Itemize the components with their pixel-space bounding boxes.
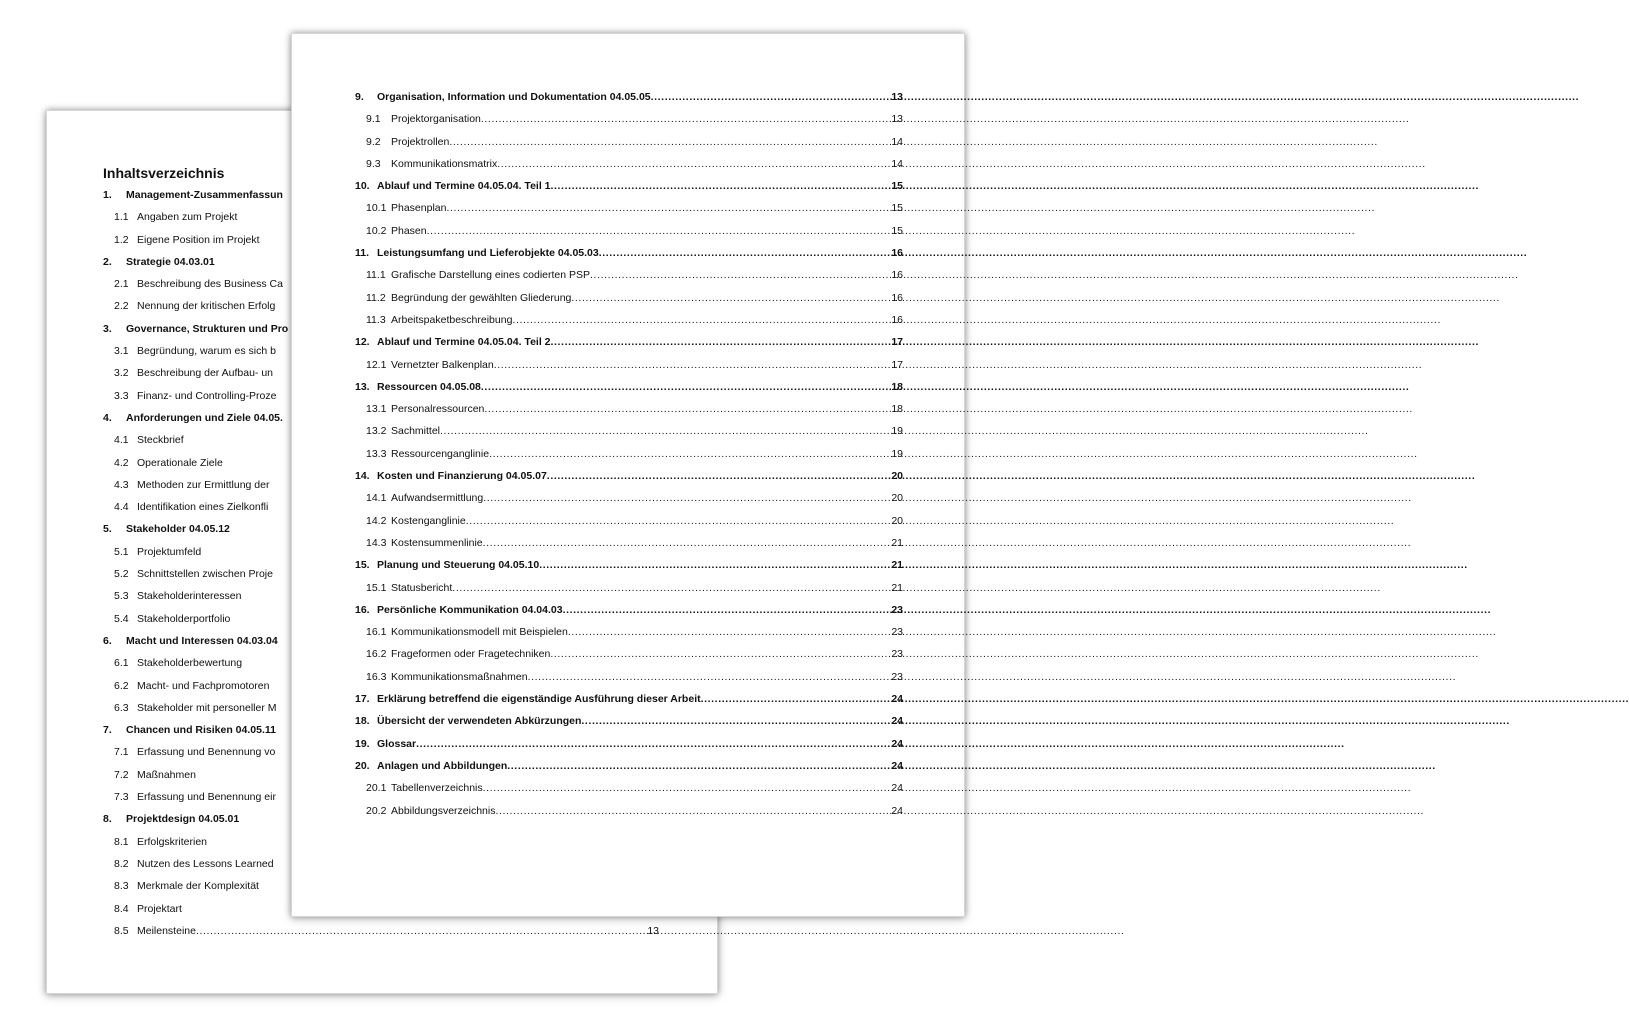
- toc-chapter-entry[interactable]: [355, 688, 903, 710]
- toc-page-number: 14: [891, 135, 903, 148]
- toc-front-entries: [355, 86, 903, 822]
- toc-entry-title: Anlagen und Abbildungen: [377, 759, 508, 772]
- toc-page-number: 15: [891, 224, 903, 237]
- toc-entry-title: Angaben zum Projekt: [137, 211, 238, 224]
- toc-dot-leader: [481, 376, 889, 398]
- toc-entry-title: Aufwandsermittlung: [391, 492, 484, 505]
- toc-entry-title: Macht und Interessen 04.03.04: [126, 634, 278, 647]
- toc-page-number: 16: [891, 291, 903, 304]
- toc-page-number: 16: [891, 269, 903, 282]
- toc-page-number: 16: [891, 247, 903, 260]
- toc-entry-number: 5.1: [114, 545, 129, 558]
- toc-entry-number: 3.2: [114, 367, 129, 380]
- toc-entry-number: 10.1: [366, 202, 387, 215]
- toc-entry-number: 4.3: [114, 478, 129, 491]
- toc-entry-number: 3.1: [114, 345, 129, 358]
- toc-entry-title: Beschreibung der Aufbau- un: [137, 367, 274, 380]
- toc-chapter-entry[interactable]: [355, 733, 903, 755]
- toc-entry-title: Frageformen oder Fragetechniken: [391, 648, 551, 661]
- toc-page-number: 20: [891, 470, 903, 483]
- toc-entry-number: 8.1: [114, 835, 129, 848]
- toc-page-front: [291, 33, 965, 917]
- toc-page-number: 15: [891, 202, 903, 215]
- toc-entry-number: 5.2: [114, 568, 129, 581]
- toc-entry-number: 3.: [103, 322, 112, 335]
- toc-entry-title: Anforderungen und Ziele 04.05.: [126, 411, 283, 424]
- toc-entry-title: Methoden zur Ermittlung der: [137, 478, 270, 491]
- toc-entry-title: Persönliche Kommunikation 04.04.03: [377, 603, 563, 616]
- toc-section-entry[interactable]: [355, 510, 903, 532]
- toc-dot-leader: [481, 108, 889, 130]
- toc-entry-title: Maßnahmen: [137, 768, 196, 781]
- toc-dot-leader: [449, 131, 889, 153]
- toc-section-entry[interactable]: [355, 153, 903, 175]
- toc-section-entry[interactable]: [355, 220, 903, 242]
- toc-entry-title: Erfolgskriterien: [137, 835, 208, 848]
- toc-entry-number: 11.3: [366, 313, 386, 326]
- toc-entry-number: 12.: [355, 336, 370, 349]
- toc-entry-number: 14.1: [366, 492, 387, 505]
- toc-entry-title: Operationale Ziele: [137, 456, 223, 469]
- toc-page-number: 13: [891, 113, 903, 126]
- toc-entry-title: Steckbrief: [137, 434, 184, 447]
- toc-entry-title: Sachmittel: [391, 425, 441, 438]
- toc-entry-number: 1.1: [114, 211, 129, 224]
- toc-entry-number: 10.: [355, 180, 370, 193]
- toc-page-number: 24: [891, 759, 903, 772]
- toc-entry-title: Glossar: [377, 737, 417, 750]
- toc-entry-number: 8.5: [114, 924, 129, 937]
- toc-entry-title: Phasen: [391, 224, 427, 237]
- toc-entry-title: Ablauf und Termine 04.05.04. Teil 1: [377, 180, 551, 193]
- toc-page-number: 20: [891, 492, 903, 505]
- toc-page-number: 18: [891, 380, 903, 393]
- toc-section-entry[interactable]: [355, 577, 903, 599]
- toc-entry-number: 6.3: [114, 701, 129, 714]
- toc-entry-number: 4.: [103, 411, 112, 424]
- toc-entry-number: 12.1: [366, 358, 387, 371]
- toc-dot-leader: [427, 220, 890, 242]
- toc-dot-leader: [528, 666, 890, 688]
- toc-entry-title: Kommunikationsmatrix: [391, 157, 498, 170]
- toc-dot-leader: [551, 175, 890, 197]
- toc-entry-number: 7.3: [114, 791, 129, 804]
- toc-page-number: 23: [891, 670, 903, 683]
- toc-entry-number: 13.1: [366, 403, 387, 416]
- toc-entry-number: 14.: [355, 470, 370, 483]
- toc-entry-title: Finanz- und Controlling-Proze: [137, 389, 277, 402]
- toc-entry-title: Kommunikationsmodell mit Beispielen: [391, 626, 568, 639]
- toc-entry-title: Abbildungsverzeichnis: [391, 804, 496, 817]
- toc-entry-number: 7.2: [114, 768, 129, 781]
- toc-dot-leader: [512, 309, 889, 331]
- toc-dot-leader: [507, 755, 889, 777]
- toc-section-entry[interactable]: [355, 264, 903, 286]
- toc-entry-title: Tabellenverzeichnis: [391, 782, 483, 795]
- toc-entry-title: Vernetzter Balkenplan: [391, 358, 494, 371]
- toc-section-entry[interactable]: [355, 131, 903, 153]
- toc-dot-leader: [571, 287, 889, 309]
- toc-entry-title: Chancen und Risiken 04.05.11: [126, 724, 276, 737]
- toc-entry-number: 17.: [355, 693, 370, 706]
- toc-entry-number: 2.2: [114, 300, 129, 313]
- toc-page-number: 13: [891, 91, 903, 103]
- toc-entry-number: 9.: [355, 91, 364, 103]
- toc-entry-title: Arbeitspaketbeschreibung: [391, 313, 513, 326]
- toc-entry-number: 11.1: [366, 269, 386, 282]
- toc-entry-title: Identifikation eines Zielkonfli: [137, 501, 269, 514]
- toc-section-entry[interactable]: [355, 197, 903, 219]
- toc-entry-title: Projektart: [137, 902, 182, 915]
- toc-entry-number: 8.: [103, 813, 112, 826]
- toc-entry-title: Kostenganglinie: [391, 514, 466, 527]
- toc-dot-leader: [497, 153, 889, 175]
- toc-entry-number: 15.1: [366, 581, 387, 594]
- toc-front-content: [355, 86, 903, 822]
- toc-section-entry[interactable]: [355, 777, 903, 799]
- toc-dot-leader: [563, 599, 890, 621]
- toc-section-entry[interactable]: [355, 487, 903, 509]
- toc-dot-leader: [440, 420, 889, 442]
- toc-entry-number: 14.3: [366, 536, 387, 549]
- toc-entry-number: 16.3: [366, 670, 387, 683]
- toc-entry-number: 18.: [355, 715, 370, 728]
- toc-page-number: 18: [891, 403, 903, 416]
- toc-page-number: 14: [891, 157, 903, 170]
- toc-entry-title: Personalressourcen: [391, 403, 485, 416]
- toc-entry-title: Erfassung und Benennung eir: [137, 791, 276, 804]
- toc-section-entry[interactable]: [355, 532, 903, 554]
- toc-entry-number: 8.3: [114, 880, 129, 893]
- toc-entry-title: Begründung der gewählten Gliederung: [391, 291, 572, 304]
- toc-entry-title: Nutzen des Lessons Learned: [137, 857, 274, 870]
- toc-entry-title: Management-Zusammenfassun: [126, 189, 283, 201]
- toc-page-number: 23: [891, 648, 903, 661]
- toc-entry-title: Organisation, Information und Dokumentation 04.05.05: [377, 91, 651, 103]
- toc-chapter-entry[interactable]: [355, 331, 903, 353]
- toc-page-number: 23: [891, 603, 903, 616]
- toc-entry-title: Beschreibung des Business Ca: [137, 278, 283, 291]
- toc-page-number: 24: [891, 804, 903, 817]
- toc-dot-leader: [590, 264, 889, 286]
- toc-entry-title: Eigene Position im Projekt: [137, 233, 260, 246]
- toc-entry-title: Leistungsumfang und Lieferobjekte 04.05.03: [377, 247, 599, 260]
- toc-chapter-entry[interactable]: [355, 599, 903, 621]
- toc-entry-number: 16.1: [366, 626, 387, 639]
- toc-dot-leader: [547, 465, 890, 487]
- toc-dot-leader: [539, 554, 889, 576]
- toc-entry-number: 6.: [103, 634, 112, 647]
- toc-entry-number: 4.4: [114, 501, 129, 514]
- toc-entry-number: 9.3: [366, 157, 381, 170]
- toc-entry-title: Erklärung betreffend die eigenständige Ausführung dieser Arbeit: [377, 693, 701, 706]
- toc-entry-number: 6.1: [114, 657, 129, 670]
- toc-entry-title: Stakeholder mit personeller M: [137, 701, 277, 714]
- toc-dot-leader: [494, 354, 890, 376]
- toc-entry-number: 16.2: [366, 648, 387, 661]
- toc-entry-number: 7.: [103, 724, 112, 737]
- toc-entry-title: Stakeholderportfolio: [137, 612, 231, 625]
- toc-section-entry[interactable]: [355, 666, 903, 688]
- toc-dot-leader: [483, 777, 890, 799]
- toc-entry-number: 4.1: [114, 434, 129, 447]
- toc-entry-number: 2.1: [114, 278, 129, 291]
- toc-entry-number: 11.2: [366, 291, 386, 304]
- toc-page-number: 24: [891, 782, 903, 795]
- toc-entry-number: 7.1: [114, 746, 129, 759]
- toc-entry-title: Kosten und Finanzierung 04.05.07: [377, 470, 547, 483]
- toc-chapter-entry[interactable]: [355, 376, 903, 398]
- toc-entry-title: Begründung, warum es sich b: [137, 345, 276, 358]
- toc-section-entry[interactable]: [355, 108, 903, 130]
- toc-page-number: 17: [891, 358, 903, 371]
- toc-entry-number: 5.3: [114, 590, 129, 603]
- toc-section-entry[interactable]: [355, 621, 903, 643]
- toc-entry-title: Projektdesign 04.05.01: [126, 813, 240, 826]
- toc-entry-title: Projektumfeld: [137, 545, 202, 558]
- toc-entry-number: 9.1: [366, 113, 381, 126]
- toc-page-number: 19: [891, 425, 903, 438]
- toc-entry-number: 1.: [103, 189, 112, 201]
- toc-entry-number: 4.2: [114, 456, 129, 469]
- toc-page-number: 21: [891, 536, 903, 549]
- toc-entry-title: Ressourcenganglinie: [391, 447, 490, 460]
- toc-entry-title: Projektrollen: [391, 135, 450, 148]
- toc-entry-number: 16.: [355, 603, 370, 616]
- toc-entry-number: 20.1: [366, 782, 387, 795]
- toc-entry-number: 13.: [355, 380, 370, 393]
- toc-dot-leader: [483, 532, 890, 554]
- toc-entry-number: 14.2: [366, 514, 387, 527]
- toc-dot-leader: [568, 621, 889, 643]
- toc-entry-number: 11.: [355, 247, 370, 260]
- toc-entry-title: Übersicht der verwendeten Abkürzungen: [377, 715, 582, 728]
- toc-entry-number: 10.2: [366, 224, 387, 237]
- toc-entry-title: Projektorganisation: [391, 113, 481, 126]
- toc-page-number: 20: [891, 514, 903, 527]
- toc-entry-title: Macht- und Fachpromotoren: [137, 679, 270, 692]
- toc-chapter-entry[interactable]: [355, 175, 903, 197]
- toc-dot-leader: [599, 242, 890, 264]
- toc-page-number: 24: [891, 715, 903, 728]
- toc-entry-title: Governance, Strukturen und Pro: [126, 322, 289, 335]
- toc-dot-leader: [550, 643, 889, 665]
- toc-title: Inhaltsverzeichnis: [103, 165, 225, 181]
- toc-entry-title: Kostensummenlinie: [391, 536, 483, 549]
- toc-entry-number: 5.: [103, 523, 112, 536]
- toc-section-entry[interactable]: [355, 800, 903, 822]
- toc-dot-leader: [551, 331, 890, 353]
- toc-entry-title: Phasenplan: [391, 202, 447, 215]
- toc-page-number: 15: [891, 180, 903, 193]
- toc-entry-title: Stakeholderinteressen: [137, 590, 242, 603]
- toc-dot-leader: [495, 800, 889, 822]
- toc-entry-number: 5.4: [114, 612, 129, 625]
- toc-entry-number: 19.: [355, 737, 370, 750]
- toc-entry-number: 8.4: [114, 902, 129, 915]
- toc-entry-number: 8.2: [114, 857, 129, 870]
- toc-entry-number: 1.2: [114, 233, 129, 246]
- toc-dot-leader: [484, 398, 889, 420]
- toc-entry-title: Nennung der kritischen Erfolg: [137, 300, 276, 313]
- toc-section-entry[interactable]: [355, 420, 903, 442]
- toc-entry-number: 15.: [355, 559, 370, 572]
- toc-dot-leader: [581, 710, 889, 732]
- toc-chapter-entry[interactable]: [355, 554, 903, 576]
- toc-entry-number: 20.: [355, 759, 370, 772]
- toc-entry-title: Stakeholderbewertung: [137, 657, 243, 670]
- toc-entry-title: Planung und Steuerung 04.05.10: [377, 559, 540, 572]
- toc-entry-number: 6.2: [114, 679, 129, 692]
- toc-section-entry[interactable]: [355, 643, 903, 665]
- toc-dot-leader: [466, 510, 890, 532]
- toc-dot-leader: [651, 86, 890, 108]
- toc-page-number: 17: [891, 336, 903, 349]
- toc-entry-title: Grafische Darstellung eines codierten PSP: [391, 269, 591, 282]
- toc-page-number: 19: [891, 447, 903, 460]
- toc-dot-leader: [446, 197, 889, 219]
- toc-entry-number: 20.2: [366, 804, 387, 817]
- toc-dot-leader: [483, 487, 889, 509]
- toc-entry-title: Ressourcen 04.05.08: [377, 380, 481, 393]
- toc-entry-number: 3.3: [114, 389, 129, 402]
- toc-section-entry[interactable]: [355, 287, 903, 309]
- toc-chapter-entry[interactable]: [355, 755, 903, 777]
- toc-chapter-entry[interactable]: [355, 86, 903, 108]
- toc-entry-number: 13.3: [366, 447, 387, 460]
- toc-entry-number: 9.2: [366, 135, 381, 148]
- toc-page-number: 23: [891, 626, 903, 639]
- toc-chapter-entry[interactable]: [355, 710, 903, 732]
- toc-entry-title: Merkmale der Komplexität: [137, 880, 259, 893]
- toc-entry-number: 2.: [103, 255, 112, 268]
- toc-dot-leader: [701, 688, 890, 710]
- toc-entry-title: Stakeholder 04.05.12: [126, 523, 230, 536]
- toc-section-entry[interactable]: [355, 309, 903, 331]
- toc-dot-leader: [489, 443, 889, 465]
- toc-chapter-entry[interactable]: [355, 465, 903, 487]
- toc-entry-title: Meilensteine: [137, 924, 196, 937]
- toc-dot-leader: [452, 577, 889, 599]
- toc-entry-title: Kommunikationsmaßnahmen: [391, 670, 528, 683]
- toc-entry-number: 13.2: [366, 425, 387, 438]
- toc-dot-leader: [196, 920, 645, 942]
- toc-chapter-entry[interactable]: [355, 242, 903, 264]
- toc-section-entry[interactable]: [355, 354, 903, 376]
- toc-dot-leader: [416, 733, 889, 755]
- toc-page-number: 13: [647, 924, 659, 937]
- toc-section-entry[interactable]: [355, 443, 903, 465]
- toc-page-number: 21: [891, 581, 903, 594]
- toc-entry-title: Ablauf und Termine 04.05.04. Teil 2: [377, 336, 551, 349]
- toc-page-number: 21: [891, 559, 903, 572]
- toc-entry-title: Strategie 04.03.01: [126, 255, 215, 268]
- toc-page-number: 16: [891, 313, 903, 326]
- toc-page-number: 24: [891, 693, 903, 706]
- toc-entry-title: Statusbericht: [391, 581, 453, 594]
- toc-section-entry[interactable]: [103, 920, 659, 942]
- toc-page-number: 24: [891, 737, 903, 750]
- toc-entry-title: Schnittstellen zwischen Proje: [137, 568, 273, 581]
- toc-entry-title: Erfassung und Benennung vo: [137, 746, 276, 759]
- toc-section-entry[interactable]: [355, 398, 903, 420]
